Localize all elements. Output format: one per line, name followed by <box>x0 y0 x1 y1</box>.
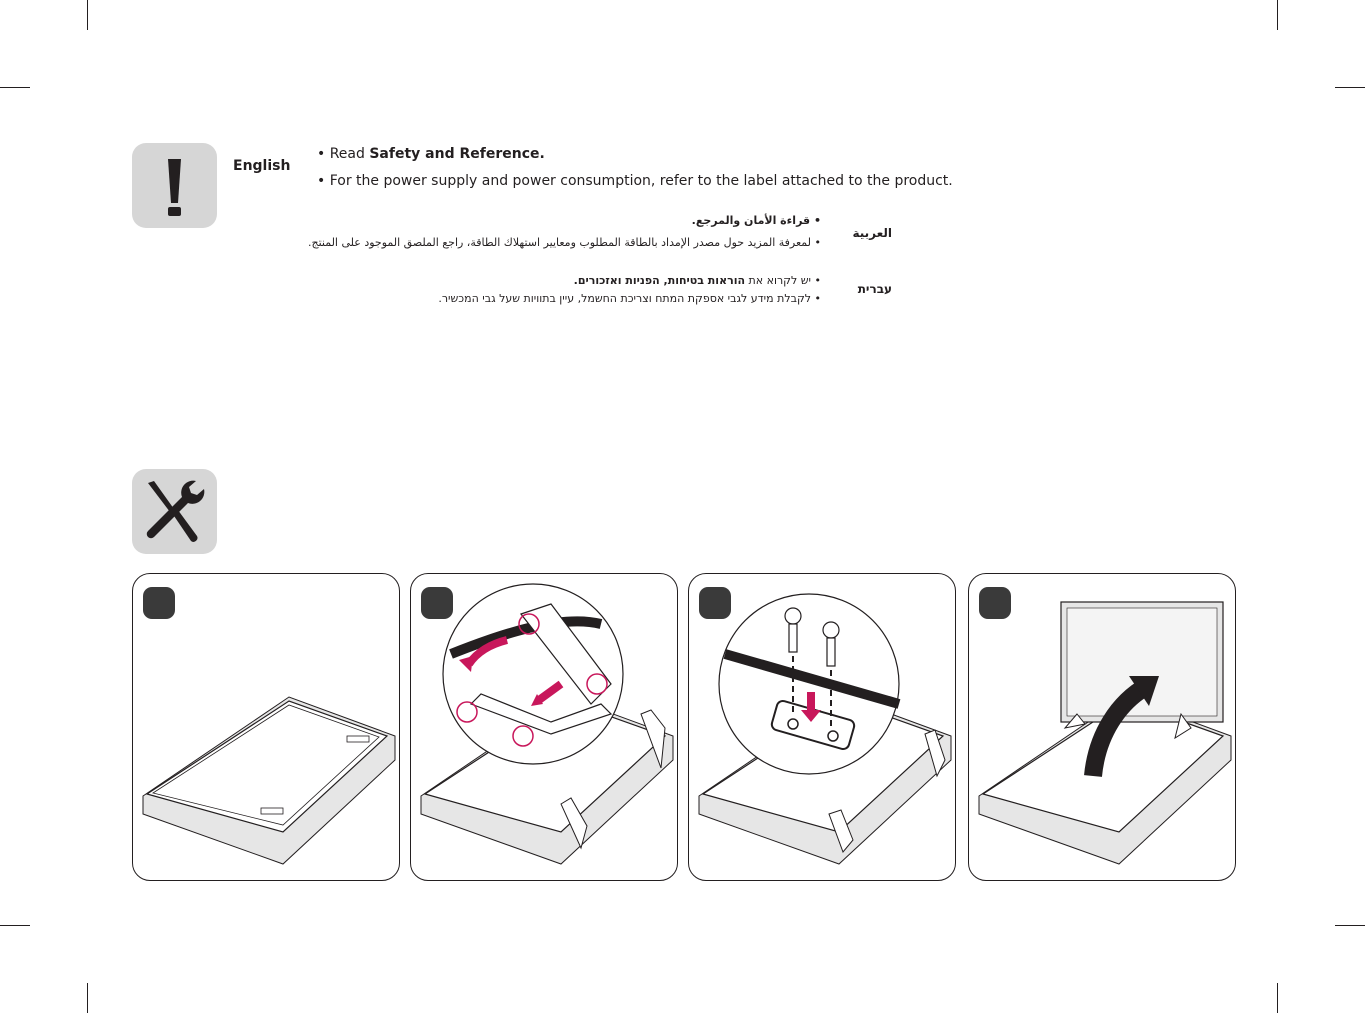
crop-mark <box>0 87 30 88</box>
english-bullet-read-safety <box>317 146 545 162</box>
language-label-hebrew: עברית <box>857 282 892 296</box>
arabic-bullet-read-safety: • قراءة الأمان والمرجع. <box>691 214 821 227</box>
crop-mark <box>87 0 88 30</box>
hebrew-bullet-power-supply: • לקבלת מידע לגבי אספקת המתח וצריכת החשמל, עיין בתוויות שעל גבי המכשיר. <box>438 292 821 305</box>
tv-face-down-illustration <box>133 574 399 880</box>
hebrew-bullet1-prefix: יש לקרוא את <box>745 274 811 287</box>
insert-stand-illustration <box>411 574 677 880</box>
crop-mark <box>1277 0 1278 30</box>
crop-mark <box>1335 87 1365 88</box>
crop-mark <box>0 925 30 926</box>
step-1-panel <box>132 573 400 881</box>
tools-icon <box>132 469 217 554</box>
language-label-arabic: العربية <box>852 226 892 240</box>
english-bullet1-bold: Safety and Reference. <box>369 146 545 162</box>
arabic-bullet1-text: قراءة الأمان والمرجع. <box>691 214 811 227</box>
language-label-english: English <box>233 158 291 174</box>
crop-mark <box>1335 925 1365 926</box>
crop-mark <box>1277 983 1278 1013</box>
english-bullet1-prefix: • Read <box>317 146 370 162</box>
fasten-screws-illustration <box>689 574 955 880</box>
arabic-bullet2-text: لمعرفة المزيد حول مصدر الإمداد بالطاقة المطلوب ومعايير استهلاك الطاقة، راجع الملصق الموجود على المنتج. <box>307 236 811 249</box>
arabic-bullet-power-supply: • لمعرفة المزيد حول مصدر الإمداد بالطاقة المطلوب ومعايير استهلاك الطاقة، راجع الملصق الموجود على المنتج. <box>307 236 821 249</box>
english-bullet-power-supply: • For the power supply and power consumption, refer to the label attached to the product. <box>317 173 953 189</box>
step-2-panel <box>410 573 678 881</box>
lift-tv-illustration <box>969 574 1235 880</box>
hebrew-bullet-read-safety: • יש לקרוא את הוראות בטיחות, הפניות ואזכורים. <box>573 274 821 287</box>
hebrew-bullet2-text: לקבלת מידע לגבי אספקת המתח וצריכת החשמל, עיין בתוויות שעל גבי המכשיר. <box>438 292 811 305</box>
crop-mark <box>87 983 88 1013</box>
exclamation-icon <box>132 143 217 228</box>
hebrew-bullet1-bold: הוראות בטיחות, הפניות ואזכורים. <box>573 274 746 287</box>
step-3-panel <box>688 573 956 881</box>
step-4-panel <box>968 573 1236 881</box>
